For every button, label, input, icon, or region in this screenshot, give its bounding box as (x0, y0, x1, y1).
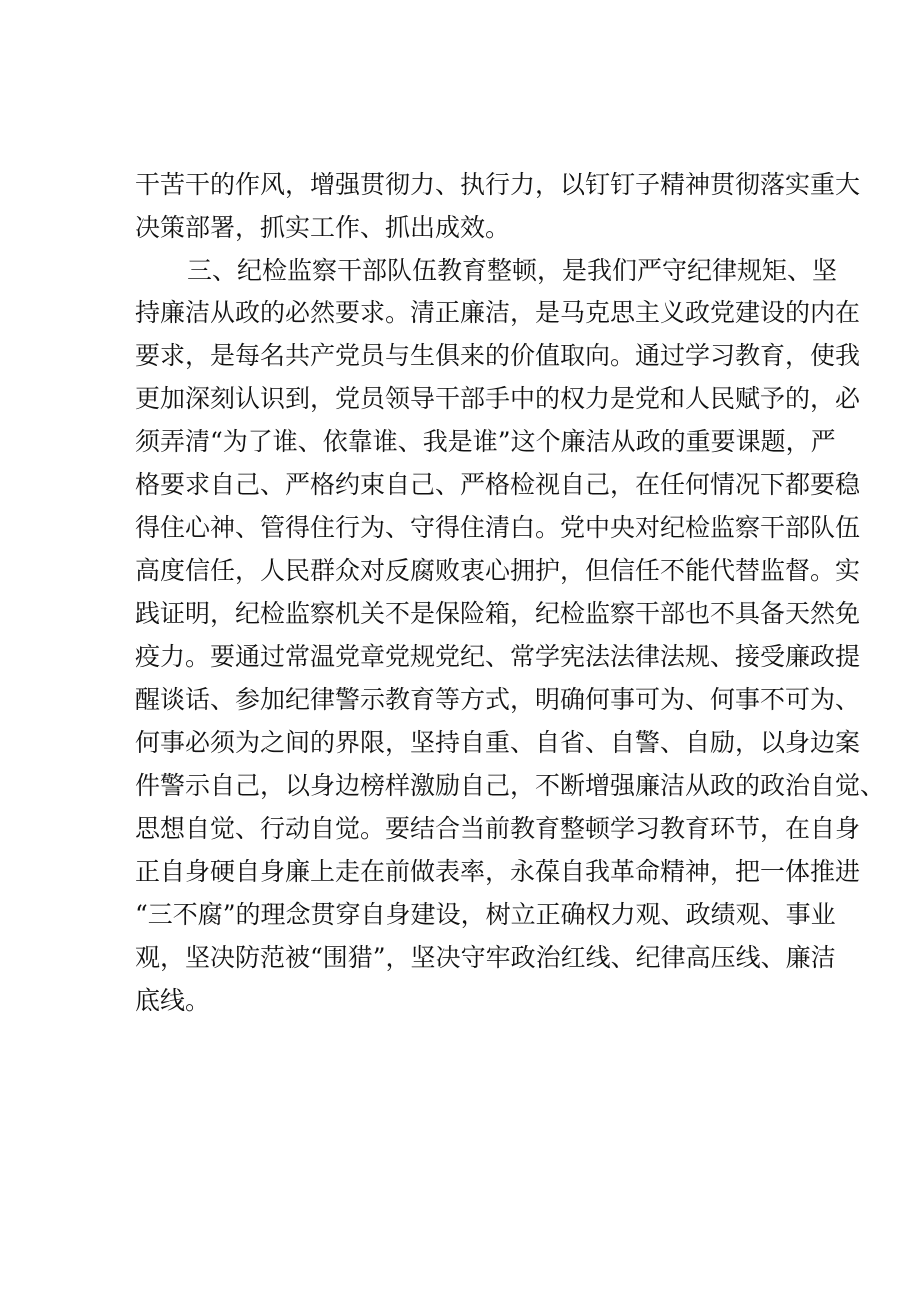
text-line: 底线。 (135, 986, 211, 1015)
text-line: 高度信任，人民群众对反腐败衷心拥护，但信任不能代替监督。实 (135, 556, 861, 585)
text-line: 要求，是每名共产党员与生俱来的价值取向。通过学习教育，使我 (135, 341, 861, 370)
text-line: 何事必须为之间的界限，坚持自重、自省、自警、自励，以身边案 (135, 728, 861, 757)
text-line: 思想自觉、行动自觉。要结合当前教育整顿学习教育环节，在自身 (135, 814, 861, 843)
text-line: 更加深刻认识到，党员领导干部手中的权力是党和人民赋予的，必 (135, 384, 861, 413)
text-line: 干苦干的作风，增强贯彻力、执行力，以钉钉子精神贯彻落实重大 (135, 170, 861, 199)
text-line: 正自身硬自身廉上走在前做表率，永葆自我革命精神，把一体推进 (135, 857, 861, 886)
text-line: 观，坚决防范被“围猎”，坚决守牢政治红线、纪律高压线、廉洁 (135, 943, 836, 972)
text-line: “三不腐”的理念贯穿自身建设，树立正确权力观、政绩观、事业 (135, 900, 836, 929)
text-line: 须弄清“为了谁、依靠谁、我是谁”这个廉洁从政的重要课题，严 (135, 427, 836, 456)
text-line: 持廉洁从政的必然要求。清正廉洁，是马克思主义政党建设的内在 (135, 298, 861, 327)
text-line: 格要求自己、严格约束自己、严格检视自己，在任何情况下都要稳 (135, 470, 861, 499)
text-line: 践证明，纪检监察机关不是保险箱，纪检监察干部也不具备天然免 (135, 599, 861, 628)
text-line: 件警示自己，以身边榜样激励自己，不断增强廉洁从政的政治自觉、 (135, 771, 886, 800)
text-line: 得住心神、管得住行为、守得住清白。党中央对纪检监察干部队伍 (135, 513, 861, 542)
text-line: 三、纪检监察干部队伍教育整顿，是我们严守纪律规矩、坚 (187, 256, 838, 285)
text-line: 疫力。要通过常温党章党规党纪、常学宪法法律法规、接受廉政提 (135, 642, 861, 671)
text-line: 醒谈话、参加纪律警示教育等方式，明确何事可为、何事不可为、 (135, 685, 861, 714)
text-line: 决策部署，抓实工作、抓出成效。 (135, 213, 511, 242)
